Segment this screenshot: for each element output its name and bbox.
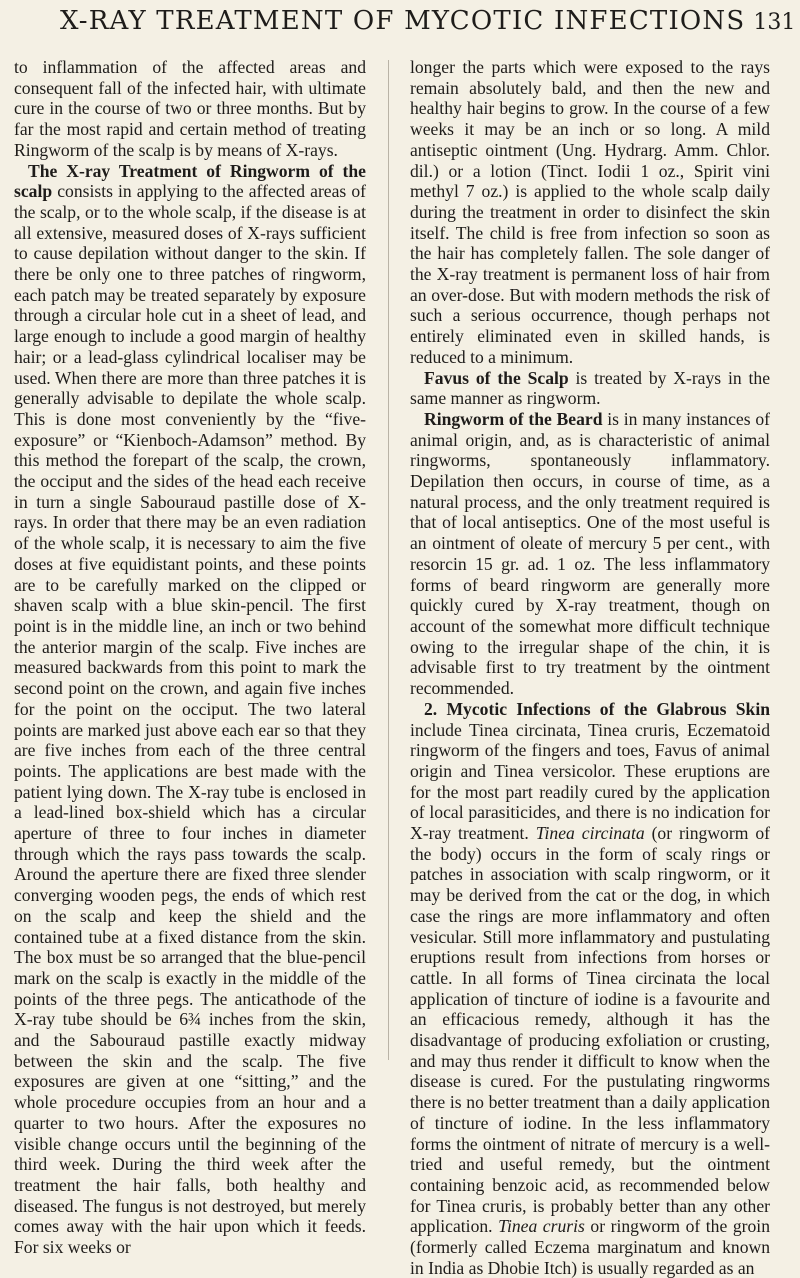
italic-term: Tinea circinata [535,823,645,844]
paragraph [410,699,770,1278]
right-column [410,57,770,1278]
page-number: 131 [753,10,796,35]
section-heading: 2. Mycotic Infections of the Glabrous Skin [424,698,770,719]
column-divider [388,60,389,1060]
running-title: X-RAY TREATMENT OF MYCOTIC INFECTIONS [60,6,746,36]
paragraph-text: (or ringworm of the body) occurs in the form of scaly rings or patches in association with scalp ringworm, or it may be derived from the cat or the dog, in which case the rings are more inflammatory and often vesicular. Still more inflammatory and pustulating eruptions result from infections from horses or cattle. In all forms of Tinea circinata the local application of tincture of iodine is a favourite and an efficacious remedy, although it has the disadvantage of producing exfoliation or crusting, and may thus render it difficult to know when the disease is cured. For the pustulating ringworms there is no better treatment than a daily application of tincture of iodine. In the less inflammatory forms the ointment of nitrate of mercury is a well-tried and useful remedy, but the ointment containing benzoic acid, as recommended below for Tinea cruris, is probably better than any other application. [410,823,770,1237]
section-heading: Ringworm of the Beard [424,408,603,429]
section-heading: Favus of the Scalp [424,367,569,388]
paragraph-text: or ringworm of the groin (formerly called Eczema marginatum and known in India as Dhobie Itch) is usually regarded as an [410,1216,770,1278]
paragraph-text: is in many instances of animal origin, and, as is characteristic of animal ringworms, spontaneously inflammatory. Depilation then occurs, in course of time, as a natural process, and the only treatment required is that of local antiseptics. One of the most useful is an ointment of oleate of mercury 5 per cent., with resorcin 15 gr. ad. 1 oz. The less inflammatory forms of beard ringworm are generally more quickly cured by X-ray treatment, though on account of the somewhat more difficult technique owing to the irregular shape of the chin, it is advisable first to try treatment by the ointment recommended. [410,408,770,699]
left-column [14,57,366,1258]
paragraph: longer the parts which were exposed to the rays remain absolutely bald, and then the new and healthy hair begins to grow. In the course of a few weeks it may be an inch or so long. A mild antiseptic ointment (Ung. Hydrarg. Amm. Chlor. dil.) or a lotion (Tinct. Iodii 1 oz., Spirit vini methyl 7 oz.) is applied to the whole scalp daily during the treatment in order to disinfect the skin itself. The child is free from infection so soon as the hair has completely fallen. The sole danger of the X-ray treatment is permanent loss of hair from an over-dose. But with modern methods the risk of such a serious occurrence, though perhaps not entirely eliminated even in skilled hands, is reduced to a minimum. [410,57,770,367]
paragraph [410,409,770,699]
paragraph [410,368,770,409]
section-heading: The X-ray Treatment of Ringworm of the scalp [14,160,366,202]
paragraph-text: is treated by X-rays in the same manner as ringworm. [410,367,770,409]
running-header [60,6,796,46]
paragraph-text: consists in applying to the affected areas of the scalp, or to the whole scalp, if the disease is at all extensive, measured doses of X-rays sufficient to cause depilation without danger to the skin. If there be only one to three patches of ringworm, each patch may be treated separately by exposure through a circular hole cut in a sheet of lead, and large enough to include a good margin of healthy hair; or a lead-glass cylindrical localiser may be used. When there are more than three patches it is generally advisable to depilate the whole scalp. This is done most conveniently by the “five-exposure” or “Kienboch-Adamson” method. By this method the forepart of the scalp, the crown, the occiput and the sides of the head each receive in turn a single Sabouraud pastille dose of X-rays. In order that there may be an even radiation of the whole scalp, it is necessary to aim the five doses at five equidistant points, and these points are to be carefully marked on the clipped or shaven scalp with a blue skin-pencil. The first point is in the middle line, an inch or two behind the anterior margin of the scalp. Five inches are measured backwards from this point to mark the second point on the crown, and again five inches for the point on the occiput. The two lateral points are marked just above each ear so that they are five inches from each of the three central points. The applications are best made with the patient lying down. The X-ray tube is enclosed in a lead-lined box-shield which has a circular aperture of three to four inches in diameter through which the rays pass towards the scalp. Around the aperture there are fixed three slender converging wooden pegs, the ends of which rest on the scalp and keep the shield and the contained tube at a fixed distance from the skin. The box must be so arranged that the blue-pencil mark on the scalp is exactly in the middle of the points of the three pegs. The anticathode of the X-ray tube should be 6¾ inches from the skin, and the Sabouraud pastille exactly midway between the skin and the scalp. The five exposures are given at one “sitting,” and the whole procedure occupies from an hour and a quarter to two hours. After the exposures no visible change occurs until the beginning of the third week. During the third week after the treatment the hair falls, both healthy and diseased. The fungus is not destroyed, but merely comes away with the hair upon which it feeds. For six weeks or [14,181,366,1258]
paragraph [14,161,366,1258]
italic-term: Tinea cruris [498,1216,585,1237]
paragraph: to inflammation of the affected areas and consequent fall of the infected hair, with ultimate cure in the course of two or three months. But by far the most rapid and certain method of treating Ringworm of the scalp is by means of X-rays. [14,57,366,160]
paragraph-text: include Tinea circinata, Tinea cruris, Eczematoid ringworm of the fingers and toes, Favus of animal origin and Tinea versicolor. These eruptions are for the most part readily cured by the application of local parasiticides, and there is no indication for X-ray treatment. [410,719,770,844]
